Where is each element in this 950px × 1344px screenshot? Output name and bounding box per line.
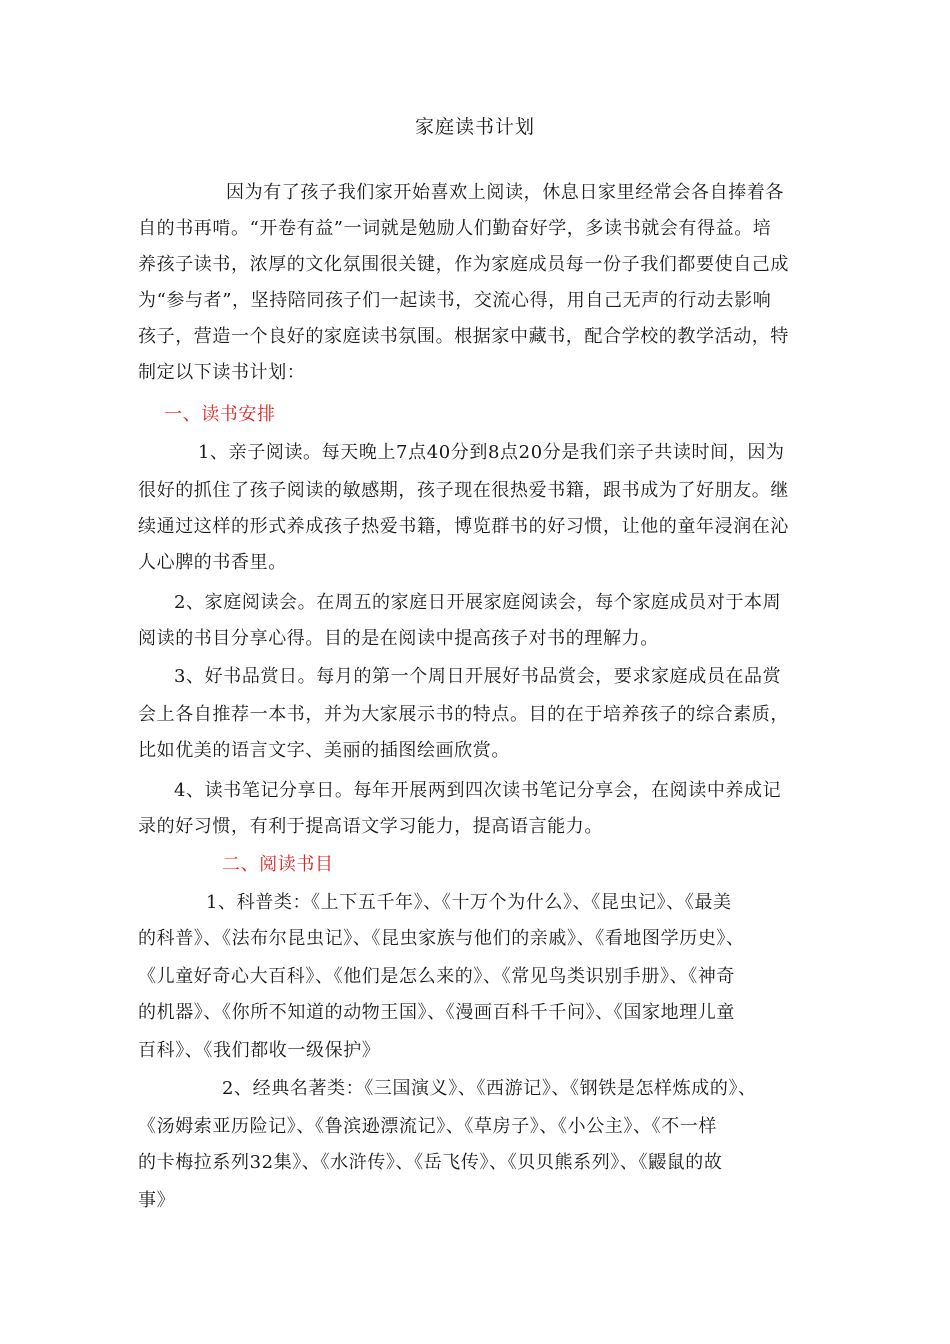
item4-line-1: 4、读书笔记分享日。每年开展两到四次读书笔记分享会，在阅读中养成记 <box>174 780 782 801</box>
intro-line-5: 孩子，营造一个良好的家庭读书氛围。根据家中藏书，配合学校的教学活动，特 <box>138 326 789 347</box>
books2-line-3: 的卡梅拉系列32集》、《水浒传》、《岳飞传》、《贝贝熊系列》、《鼹鼠的故 <box>138 1152 723 1173</box>
item3-line-1: 3、好书品赏日。每月的第一个周日开展好书品赏会，要求家庭成员在品赏 <box>174 666 782 687</box>
intro-line-4: 为“参与者”，坚持陪同孩子们一起读书，交流心得，用自己无声的行动去影响 <box>138 290 772 311</box>
item4-line-2: 录的好习惯，有利于提高语文学习能力，提高语言能力。 <box>138 816 603 837</box>
books2-line-2: 《汤姆索亚历险记》、《鲁滨逊漂流记》、《草房子》、《小公主》、《不一样 <box>138 1116 717 1137</box>
books2-line-1: 2、经典名著类：《三国演义》、《西游记》、《钢铁是怎样炼成的》、 <box>222 1078 757 1099</box>
intro-line-3: 养孩子读书，浓厚的文化氛围很关键，作为家庭成员每一份子我们都要使自己成 <box>138 254 789 275</box>
item3-line-3: 比如优美的语言文字、美丽的插图绘画欣赏。 <box>138 740 510 761</box>
page-title: 家庭读书计划 <box>414 116 535 138</box>
books1-line-4: 的机器》、《你所不知道的动物王国》、《漫画百科千千问》、《国家地理儿童 <box>138 1002 735 1023</box>
item2-line-1: 2、家庭阅读会。在周五的家庭日开展家庭阅读会，每个家庭成员对于本周 <box>174 592 782 613</box>
books1-line-5: 百科》、《我们都收一级保护》 <box>138 1040 381 1061</box>
books1-line-3: 《儿童好奇心大百科》、《他们是怎么来的》、《常见鸟类识别手册》、《神奇 <box>138 966 735 987</box>
item2-line-2: 阅读的书目分享心得。目的是在阅读中提高孩子对书的理解力。 <box>138 628 659 649</box>
books1-line-2: 的科普》、《法布尔昆虫记》、《昆虫家族与他们的亲戚》、《看地图学历史》、 <box>138 928 745 949</box>
item1-line-2: 很好的抓住了孩子阅读的敏感期，孩子现在很热爱书籍，跟书成为了好朋友。继 <box>138 480 789 501</box>
section-heading-1: 一、读书安排 <box>164 404 276 425</box>
section-heading-2: 二、阅读书目 <box>222 854 334 875</box>
books2-line-4: 事》 <box>138 1190 176 1211</box>
intro-line-1: 因为有了孩子我们家开始喜欢上阅读，休息日家里经常会各自捧着各 <box>226 182 784 203</box>
item3-line-2: 会上各自推荐一本书，并为大家展示书的特点。目的在于培养孩子的综合素质， <box>138 704 789 725</box>
intro-line-2: 自的书再啃。“开卷有益”一词就是勉励人们勤奋好学，多读书就会有得益。培 <box>138 218 772 239</box>
intro-line-6: 制定以下读书计划： <box>138 362 306 383</box>
item1-line-3: 续通过这样的形式养成孩子热爱书籍，博览群书的好习惯，让他的童年浸润在沁 <box>138 516 789 537</box>
item1-line-4: 人心脾的书香里。 <box>138 552 287 573</box>
books1-line-1: 1、科普类：《上下五千年》、《十万个为什么》、《昆虫记》、《最美 <box>206 892 732 913</box>
item1-line-1: 1、亲子阅读。每天晚上7点40分到8点20分是我们亲子共读时间，因为 <box>198 442 785 463</box>
